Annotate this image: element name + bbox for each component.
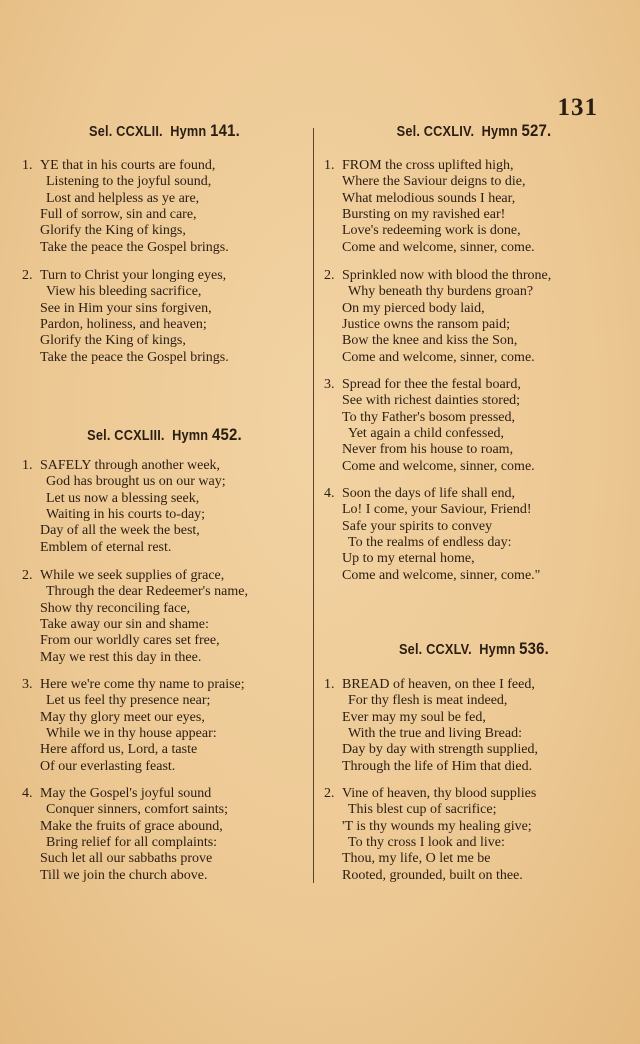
verse-line: Emblem of eternal rest. <box>40 539 172 555</box>
stanza-number: 1. <box>324 158 335 173</box>
verse-line: Thou, my life, O let me be <box>342 851 491 867</box>
verse-line: Bow the knee and kiss the Son, <box>342 333 518 349</box>
hymn-title <box>39 422 290 448</box>
verse-line: BREAD of heaven, on thee I feed, <box>342 677 535 692</box>
verse-line: From our worldly cares set free, <box>40 633 220 649</box>
verse-line: Come and welcome, sinner, come. <box>342 458 535 474</box>
verse-line: Such let all our sabbaths prove <box>40 851 213 867</box>
hymn-number: 452. <box>211 425 242 444</box>
verse-line: May the Gospel's joyful sound <box>40 786 212 801</box>
verse-line: Let us now a blessing seek, <box>46 490 200 506</box>
verse-line: Come and welcome, sinner, come. <box>342 349 535 365</box>
verse-line: Rooted, grounded, built on thee. <box>342 867 523 883</box>
verse-line: 'T is thy wounds my healing give; <box>342 818 532 834</box>
verse-line: Till we join the church above. <box>40 867 208 883</box>
verse-line: Take the peace the Gospel brings. <box>40 239 229 255</box>
verse-line: See with richest dainties stored; <box>342 393 521 409</box>
verse-line: Take away our sin and shame: <box>40 616 209 632</box>
hymn-label: Hymn <box>172 428 209 444</box>
verse-line: Conquer sinners, comfort saints; <box>46 802 228 818</box>
selection-number: Sel. CCXLIII. <box>87 428 165 444</box>
verse-line: Vine of heaven, thy blood supplies <box>342 786 537 801</box>
column-divider <box>313 128 314 883</box>
verse-line: Let us feel thy presence near; <box>46 693 211 709</box>
verse-line: To thy cross I look and live: <box>348 834 505 850</box>
stanza-number: 2. <box>324 786 335 801</box>
stanza-number: 3. <box>22 677 33 692</box>
verse-line: Here afford us, Lord, a taste <box>40 742 198 758</box>
verse-line: Lost and helpless as ye are, <box>46 190 200 206</box>
verse-line: Up to my eternal home, <box>342 551 475 567</box>
verse-line: To the realms of endless day: <box>348 534 512 550</box>
verse-line: Safe your spirits to convey <box>342 518 493 534</box>
verse-line: Come and welcome, sinner, come." <box>342 567 541 583</box>
verse-line: Sprinkled now with blood the throne, <box>342 268 552 283</box>
verse-line: While we seek supplies of grace, <box>40 568 225 583</box>
selection-number: Sel. CCXLIV. <box>396 124 475 140</box>
stanza-number: 4. <box>22 786 33 801</box>
verse-line: May we rest this day in thee. <box>40 649 202 665</box>
verse-line: Make the fruits of grace abound, <box>40 818 223 834</box>
verse-line: Spread for thee the festal board, <box>342 377 521 392</box>
verse-line: Never from his house to roam, <box>342 442 514 458</box>
verse-line: YE that in his courts are found, <box>40 158 216 173</box>
stanza-number: 2. <box>324 268 335 283</box>
verse-line: Waiting in his courts to-day; <box>46 506 206 522</box>
verse-line: Through the dear Redeemer's name, <box>46 584 248 600</box>
hymn-number: 527. <box>521 121 552 140</box>
verse-line: See in Him your sins forgiven, <box>40 300 212 316</box>
verse-line: Bursting on my ravished ear! <box>342 206 506 222</box>
selection-number: Sel. CCXLV. <box>398 642 472 658</box>
verse-line: Take the peace the Gospel brings. <box>40 349 229 365</box>
stanza-number: 1. <box>22 458 33 473</box>
stanza-number: 3. <box>324 377 335 392</box>
hymn-number: 536. <box>519 639 550 658</box>
verse-line: Through the life of Him that died. <box>342 758 533 774</box>
verse-line: Ever may my soul be fed, <box>342 709 486 725</box>
verse-line: Day by day with strength supplied, <box>342 742 538 758</box>
verse-line: Love's redeeming work is done, <box>342 223 521 239</box>
verse-line: Day of all the week the best, <box>40 523 200 539</box>
verse-line: What melodious sounds I hear, <box>342 190 516 206</box>
hymn-title <box>342 118 606 144</box>
hymn-title <box>342 636 606 662</box>
stanza-number: 2. <box>22 568 33 583</box>
verse-line: Turn to Christ your longing eyes, <box>40 268 227 283</box>
verse-line: Justice owns the ransom paid; <box>342 316 510 332</box>
page-number: 131 <box>557 94 598 121</box>
verse-line: Pardon, holiness, and heaven; <box>40 316 207 332</box>
stanza-number: 1. <box>324 677 335 692</box>
verse-line: God has brought us on our way; <box>46 474 226 490</box>
verse-line: Yet again a child confessed, <box>348 425 505 441</box>
verse-line: Here we're come thy name to praise; <box>40 677 245 692</box>
verse-line: SAFELY through another week, <box>40 458 221 473</box>
verse-line: Why beneath thy burdens groan? <box>348 284 534 300</box>
hymn-label: Hymn <box>170 124 207 140</box>
verse-line: Soon the days of life shall end, <box>342 486 516 501</box>
verse-line: FROM the cross uplifted high, <box>342 158 514 173</box>
verse-line: On my pierced body laid, <box>342 300 485 316</box>
verse-line: While we in thy house appear: <box>46 725 217 741</box>
verse-line: This blest cup of sacrifice; <box>348 802 497 818</box>
verse-line: Where the Saviour deigns to die, <box>342 174 526 190</box>
verse-line: Come and welcome, sinner, come. <box>342 239 535 255</box>
verse-line: With the true and living Bread: <box>348 725 523 741</box>
verse-line: Glorify the King of kings, <box>40 223 186 239</box>
verse-line: Glorify the King of kings, <box>40 333 186 349</box>
verse-line: View his bleeding sacrifice, <box>46 284 202 300</box>
verse-line: For thy flesh is meat indeed, <box>348 693 508 709</box>
stanza-number: 1. <box>22 158 33 173</box>
verse-line: Full of sorrow, sin and care, <box>40 206 197 222</box>
verse-line: May thy glory meet our eyes, <box>40 709 205 725</box>
hymn-title <box>39 118 290 144</box>
hymn-label: Hymn <box>481 124 518 140</box>
verse-line: To thy Father's bosom pressed, <box>342 409 516 425</box>
hymn-number: 141. <box>210 121 240 140</box>
verse-line: Show thy reconciling face, <box>40 600 191 616</box>
selection-number: Sel. CCXLII. <box>89 124 163 140</box>
verse-line: Listening to the joyful sound, <box>46 174 212 190</box>
verse-line: Lo! I come, your Saviour, Friend! <box>342 502 532 518</box>
verse-line: Bring relief for all complaints: <box>46 834 218 850</box>
hymn-label: Hymn <box>479 642 516 658</box>
stanza-number: 2. <box>22 268 33 283</box>
verse-line: Of our everlasting feast. <box>40 758 176 774</box>
stanza-number: 4. <box>324 486 335 501</box>
